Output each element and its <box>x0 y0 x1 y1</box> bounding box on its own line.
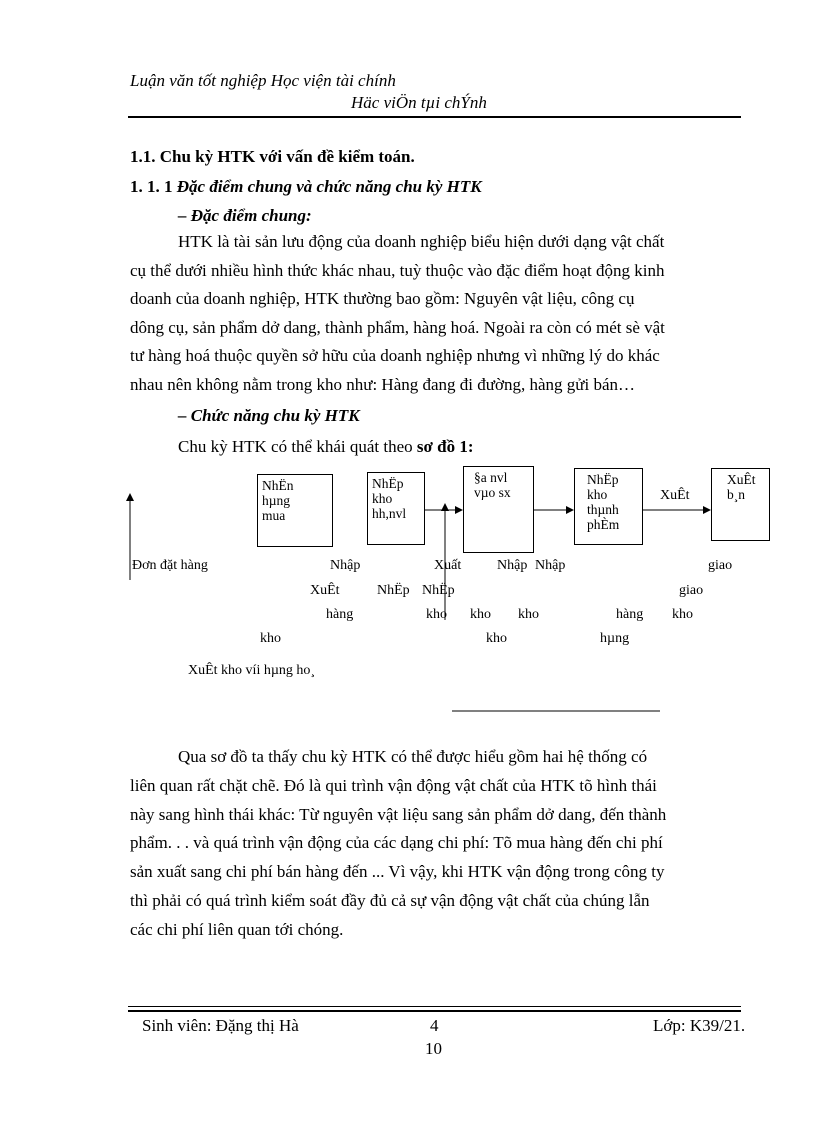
box-finished-goods-label: NhËp kho thµnh phÈm <box>587 472 620 532</box>
label-kho-2: kho <box>470 607 491 622</box>
paragraph-1-line: tư hàng hoá thuộc quyền sở hữu của doanh nghiệp nhưng vì những lý do khác <box>130 346 660 365</box>
label-don-dat-hang: Đơn đặt hàng <box>132 558 208 573</box>
header-subtitle: Häc viÖn tµi chÝnh <box>351 93 487 112</box>
diagram-intro-text: Chu kỳ HTK có thể khái quát theo <box>178 437 417 456</box>
paragraph-2-line: thì phải có quá trình kiểm soát đầy đủ cả sự vận động vật chất của chúng lẫn <box>130 890 650 910</box>
box-sale <box>711 468 770 541</box>
label-giao-2: giao <box>679 583 704 598</box>
paragraph-1-line: HTK là tài sản lưu động của doanh nghiệp biểu hiện dưới dạng vật chất <box>178 232 665 251</box>
paragraph-2-line: Qua sơ đồ ta thấy chu kỳ HTK có thể được hiểu gồm hai hệ thống có <box>178 747 648 766</box>
paragraph-1-line: nhau nên không nằm trong kho như: Hàng đang đi đường, hàng gửi bán… <box>130 374 636 394</box>
paragraph-2-line: này sang hình thái khác: Từ nguyên vật liệu sang sản phẩm dở dang, đến thành <box>130 804 667 824</box>
paragraph-2 <box>130 743 742 945</box>
diagram-intro-bold: sơ đồ 1: <box>416 437 474 456</box>
label-nhep-2: NhËp <box>422 583 455 598</box>
box-sale-label: XuÊt b¸n <box>727 472 756 502</box>
paragraph-1-line: dông cụ, sản phẩm dở dang, thành phẩm, hàng hoá. Ngoài ra còn có mét sè vật <box>130 317 665 337</box>
footer-student: Sinh viên: Đặng thị Hà <box>142 1016 299 1035</box>
label-nhep-1: NhËp <box>377 583 410 598</box>
footer-page: 4 <box>430 1016 439 1035</box>
label-xuat-1: Xuất <box>434 558 462 573</box>
paragraph-2-line: sản xuất sang chi phí bán hàng đến ... Vì vậy, khi HTK vận động trong công ty <box>130 862 665 882</box>
label-kho-6: kho <box>486 631 507 646</box>
label-nhap-3: Nhập <box>535 558 566 573</box>
sub-heading-functions: – Chức năng chu kỳ HTK <box>178 406 360 425</box>
footer-class: Lớp: K39/21. <box>653 1016 746 1035</box>
label-xuet-1: XuÊt <box>310 583 340 598</box>
box-stock-in-label: NhËp kho hh,nvl <box>372 476 407 521</box>
paragraph-2-line: liên quan rất chặt chẽ. Đó là qui trình vận động vật chất của HTK tõ hình thái <box>130 775 657 795</box>
sub-heading-characteristics: – Đặc điểm chung: <box>178 206 312 225</box>
box-to-production-label: §a nvl vµo sx <box>474 470 511 500</box>
label-hang-1: hàng <box>326 607 354 622</box>
label-hung: hµng <box>600 631 630 646</box>
box-finished-goods <box>574 468 643 545</box>
subsection-number: 1. 1. 1 <box>130 177 173 196</box>
label-hang-2: hàng <box>616 607 644 622</box>
paragraph-1-line: cụ thể dưới nhiều hình thức khác nhau, tuỳ thuộc vào đặc điểm hoạt động kinh <box>130 260 665 280</box>
label-kho-1: kho <box>426 607 447 622</box>
footer-rule-1 <box>128 1006 741 1007</box>
arrow-label-xuat: XuÊt <box>660 488 690 503</box>
subsection-title: Đặc điểm chung và chức năng chu kỳ HTK <box>176 177 482 196</box>
label-kho-3: kho <box>518 607 539 622</box>
label-nhap-1: Nhập <box>330 558 361 573</box>
box-to-production <box>463 466 534 553</box>
label-kho-4: kho <box>672 607 693 622</box>
section-heading: 1.1. Chu kỳ HTK với vấn đề kiểm toán. <box>130 147 415 166</box>
paragraph-2-line: phẩm. . . và quá trình vận động của các dạng chi phí: Tõ mua hàng đến chi phí <box>130 833 663 853</box>
paragraph-1-line: doanh của doanh nghiệp, HTK thường bao gồm: Nguyên vật liệu, công cụ <box>130 289 635 308</box>
paragraph-2-line: các chi phí liên quan tới chóng. <box>130 919 344 939</box>
footer-total: 10 <box>425 1039 442 1058</box>
box-receive-goods-label: NhËn hµng mua <box>262 478 294 523</box>
footer-rule-2 <box>128 1010 741 1012</box>
box-receive-goods <box>257 474 333 547</box>
label-nhap-2: Nhập <box>497 558 528 573</box>
box-stock-in <box>367 472 425 545</box>
label-xuet-kho: XuÊt kho víi hµng ho¸ <box>188 663 316 678</box>
header-title: Luận văn tốt nghiệp Học viện tài chính <box>130 71 396 90</box>
label-kho-5: kho <box>260 631 281 646</box>
label-giao-1: giao <box>708 558 733 573</box>
